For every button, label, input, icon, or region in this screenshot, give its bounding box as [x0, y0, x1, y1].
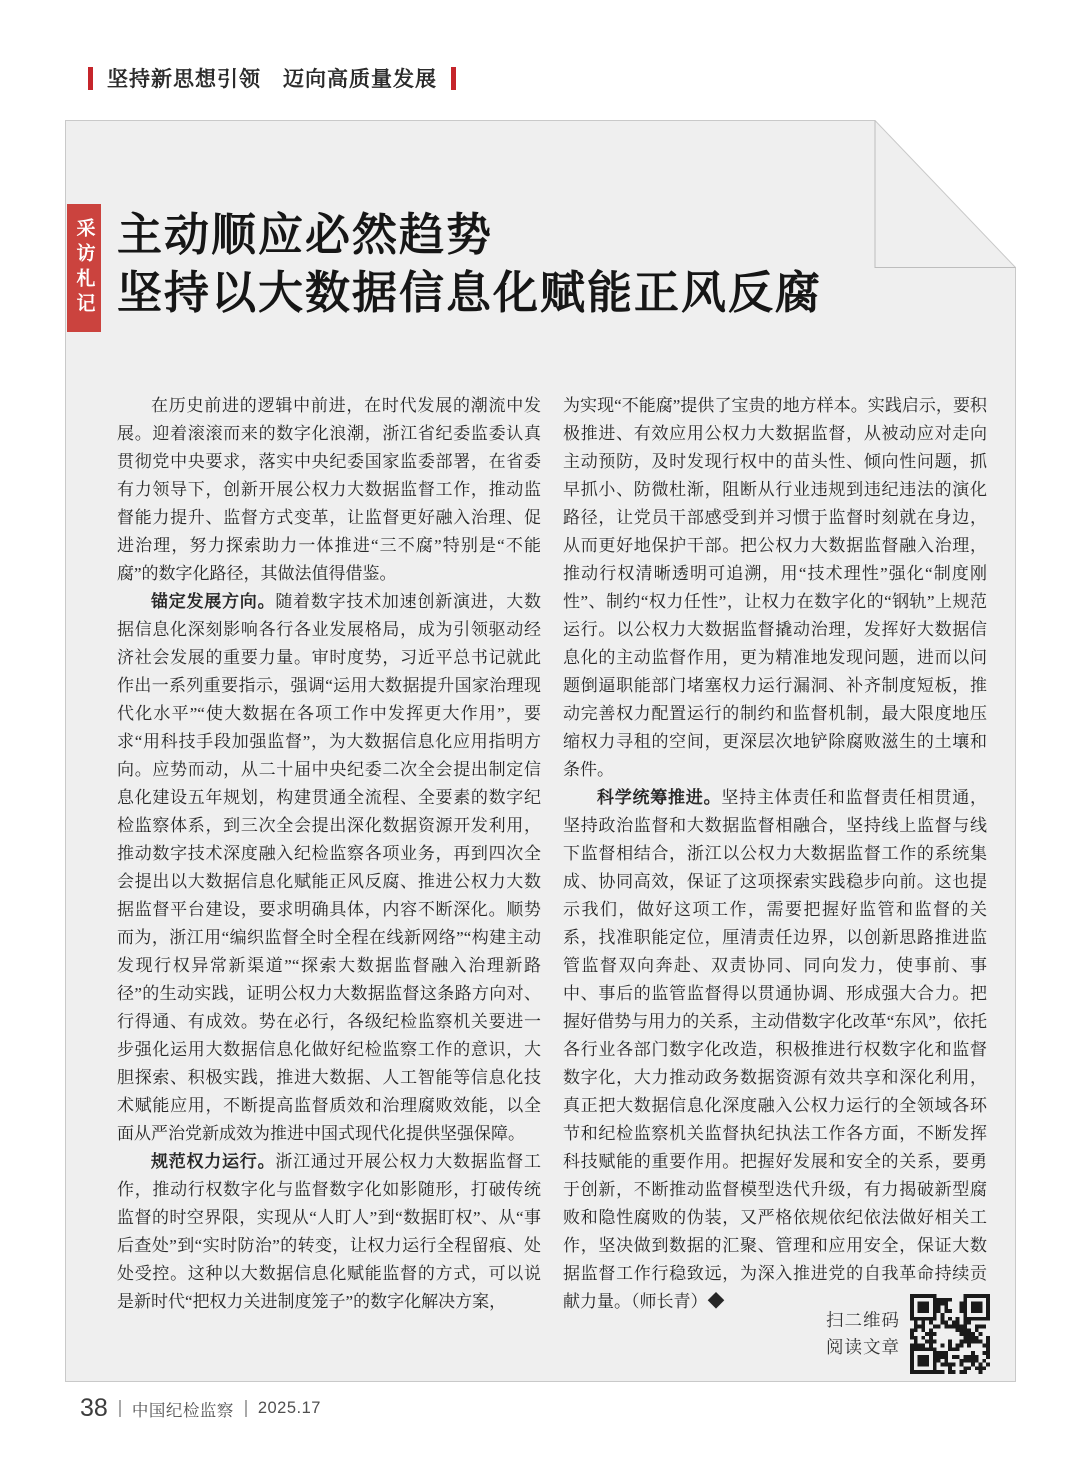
- right-column: [563, 392, 987, 1380]
- qr-code: [910, 1294, 990, 1374]
- column-tag: 采访札记: [67, 204, 101, 332]
- header-right-red-bar-icon: [451, 67, 456, 90]
- magazine-name: 中国纪检监察: [131, 1401, 234, 1420]
- paragraph-3-text: 浙江通过开展公权力大数据监督工作，推动行权数字化与监督数字化如影随形，打破传统监督的时空界限，实现从“人盯人”到“数据盯权”、从“事后查处”到“实时防治”的转变，让权力运行全程留痕、处处受控。这种以大数据信息化赋能监督的方式，可以说是新时代“把权力关进制度笼子”的数字化解决方案，: [117, 1152, 541, 1311]
- qr-caption: [826, 1307, 900, 1361]
- header-left-red-bar-icon: [88, 67, 93, 90]
- qr-caption-line1: 扫二维码: [826, 1310, 900, 1330]
- footer-divider-icon: [119, 1400, 121, 1417]
- paragraph-5-lead: 科学统筹推进。: [597, 788, 722, 807]
- paragraph-1: 在历史前进的逻辑中前进，在时代发展的潮流中发展。迎着滚滚而来的数字化浪潮，浙江省纪委监委认真贯彻党中央要求，落实中央纪委国家监委部署，在省委有力领导下，创新开展公权力大数据监督工作，推动监督能力提升、监督方式变革，让监督更好融入治理、促进治理，努力探索助力一体推进“三不腐”特别是“不能腐”的数字化路径，其做法值得借鉴。: [117, 396, 541, 583]
- paragraph-2-text: 随着数字技术加速创新演进，大数据信息化深刻影响各行各业发展格局，成为引领驱动经济社会发展的重要力量。审时度势，习近平总书记就此作出一系列重要指示，强调“运用大数据提升国家治理现代化水平”“使大数据在各项工作中发挥更大作用”，要求“用科技手段加强监督”，为大数据信息化应用指明方向。应势而动，从二十届中央纪委二次全会提出制定信息化建设五年规划，构建贯通全流程、全要素的数字纪检监察体系，到三次全会提出深化数据资源开发利用，推动数字技术深度融入纪检监察各项业务，再到四次全会提出以大数据信息化赋能正风反腐、推进公权力大数据监督平台建设，要求明确具体，内容不断深化。顺势而为，浙江用“编织监督全时全程在线新网络”“构建主动发现行权异常新渠道”“探索大数据监督融入治理新路径”的生动实践，证明公权力大数据监督这条路方向对、行得通、有成效。势在必行，各级纪检监察机关要进一步强化运用大数据信息化做好纪检监察工作的意识，大胆探索、积极实践，推进大数据、人工智能等信息化技术赋能应用，不断提高监督质效和治理腐败效能，以全面从严治党新成效为推进中国式现代化提供坚强保障。: [117, 592, 541, 1143]
- qr-block: [826, 1294, 990, 1374]
- article-title-line2: 坚持以大数据信息化赋能正风反腐: [117, 267, 823, 318]
- section-header-text: 坚持新思想引领 迈向高质量发展: [107, 68, 437, 91]
- article-title: [117, 206, 822, 322]
- left-column: [117, 392, 541, 1380]
- section-header: [88, 63, 456, 93]
- paragraph-5: [563, 784, 987, 1316]
- paragraph-3-lead: 规范权力运行。: [151, 1152, 276, 1171]
- article-panel: [65, 120, 1016, 1382]
- article-body: [117, 392, 987, 1380]
- paragraph-3: [117, 1148, 541, 1316]
- page-number: 38: [80, 1394, 108, 1422]
- article-title-line1: 主动顺应必然趋势: [117, 209, 494, 260]
- qr-caption-line2: 阅读文章: [826, 1337, 900, 1357]
- footer-divider-icon: [245, 1400, 247, 1417]
- issue-number: 2025.17: [257, 1399, 321, 1417]
- paragraph-4: 为实现“不能腐”提供了宝贵的地方样本。实践启示，要积极推进、有效应用公权力大数据监督，从被动应对走向主动预防，及时发现行权中的苗头性、倾向性问题，抓早抓小、防微杜渐，阻断从行业违规到违纪违法的演化路径，让党员干部感受到并习惯于监督时刻就在身边，从而更好地保护干部。把公权力大数据监督融入治理，推动行权清晰透明可追溯，用“技术理性”强化“制度刚性”、制约“权力任性”，让权力在数字化的“钢轨”上规范运行。以公权力大数据监督撬动治理，发挥好大数据信息化的主动监督作用，更为精准地发现问题，进而以问题倒逼职能部门堵塞权力运行漏洞、补齐制度短板，推动完善权力配置运行的制约和监督机制，最大限度地压缩权力寻租的空间，更深层次地铲除腐败滋生的土壤和条件。: [563, 396, 987, 779]
- paragraph-2: [117, 588, 541, 1148]
- paragraph-5-text: 坚持主体责任和监督责任相贯通，坚持政治监督和大数据监督相融合，坚持线上监督与线下监督相结合，浙江以公权力大数据监督工作的系统集成、协同高效，保证了这项探索实践稳步向前。这也提示我们，做好这项工作，需要把握好监管和监督的关系，找准职能定位，厘清责任边界，以创新思路推进监管监督双向奔赴、双责协同、同向发力，使事前、事中、事后的监管监督得以贯通协调、形成强大合力。把握好借势与用力的关系，主动借数字化改革“东风”，依托各行业各部门数字化改造，积极推进行权数字化和监督数字化，大力推动政务数据资源有效共享和深化利用，真正把大数据信息化深度融入公权力运行的全领域各环节和纪检监察机关监督执纪执法工作各方面，不断发挥科技赋能的重要作用。把握好发展和安全的关系，要勇于创新，不断推动监督模型迭代升级，有力揭破新型腐败和隐性腐败的伪装，又严格依规依纪依法做好相关工作，坚决做到数据的汇聚、管理和应用安全，保证大数据监督工作行稳致远，为深入推进党的自我革命持续贡献力量。（师长青）◆: [563, 788, 987, 1311]
- page-footer: [80, 1394, 321, 1423]
- paragraph-2-lead: 锚定发展方向。: [151, 592, 276, 611]
